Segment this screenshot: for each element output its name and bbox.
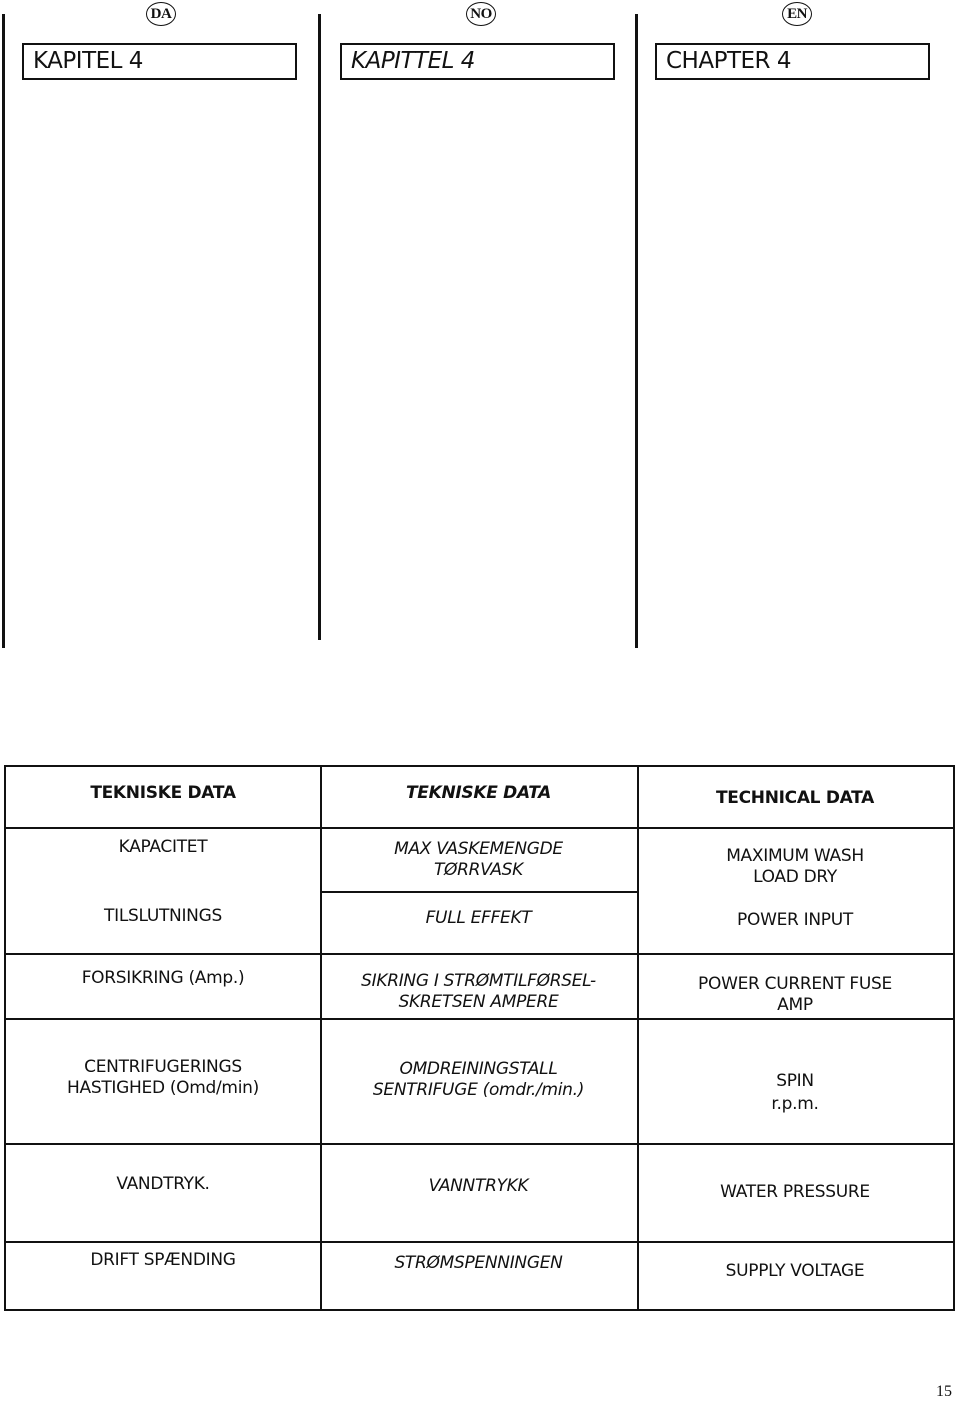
table-row-divider (6, 1018, 953, 1020)
table-row-divider (6, 827, 953, 829)
no-capacity-line1: MAX VASKEMENGDE (394, 839, 563, 859)
no-voltage: STRØMSPENNINGEN (394, 1253, 563, 1273)
table-row-divider (6, 1241, 953, 1243)
chapter-heading-da: KAPITEL 4 (22, 43, 297, 80)
table-row-divider (6, 953, 953, 955)
no-fuse-line2: SKRETSEN AMPERE (398, 992, 559, 1012)
da-spin-line1: CENTRIFUGERINGS (84, 1057, 242, 1077)
technical-data-table (4, 765, 955, 1311)
language-badge-da: DA (146, 2, 176, 26)
da-fuse: FORSIKRING (Amp.) (81, 968, 245, 988)
chapter-heading-en: CHAPTER 4 (655, 43, 930, 80)
language-badge-no: NO (466, 2, 496, 26)
no-heading: TEKNISKE DATA (405, 783, 552, 803)
en-power: POWER INPUT (737, 910, 853, 930)
table-row-divider (6, 1143, 953, 1145)
no-capacity-line2: TØRRVASK (433, 860, 524, 880)
da-voltage: DRIFT SPÆNDING (90, 1250, 236, 1270)
en-capacity-line2: LOAD DRY (753, 867, 837, 887)
en-capacity-line1: MAXIMUM WASH (726, 846, 864, 866)
no-pressure: VANNTRYKK (428, 1176, 529, 1196)
en-spin-line2: r.p.m. (771, 1094, 819, 1114)
da-capacity: KAPACITET (118, 837, 208, 857)
column-line-right (635, 14, 638, 648)
chapter-heading-no: KAPITTEL 4 (340, 43, 615, 80)
da-power: TILSLUTNINGS (104, 906, 222, 926)
en-fuse-line1: POWER CURRENT FUSE (698, 974, 892, 994)
column-line-left (2, 14, 5, 648)
en-voltage: SUPPLY VOLTAGE (725, 1261, 865, 1281)
da-heading: TEKNISKE DATA (90, 783, 236, 803)
en-heading: TECHNICAL DATA (715, 788, 875, 808)
no-spin-line2: SENTRIFUGE (omdr./min.) (372, 1080, 585, 1100)
en-fuse-line2: AMP (777, 995, 813, 1015)
en-pressure: WATER PRESSURE (720, 1182, 870, 1202)
page-number: 15 (936, 1383, 952, 1400)
table-row-divider (320, 891, 637, 893)
no-spin-line1: OMDREININGSTALL (399, 1059, 558, 1079)
no-power: FULL EFFEKT (425, 908, 532, 928)
da-pressure: VANDTRYK. (116, 1174, 210, 1194)
da-spin-line2: HASTIGHED (Omd/min) (67, 1078, 259, 1098)
language-badge-en: EN (782, 2, 812, 26)
no-fuse-line1: SIKRING I STRØMTILFØRSEL- (361, 971, 596, 991)
column-line-middle (318, 14, 321, 640)
en-spin-line1: SPIN (776, 1071, 814, 1091)
